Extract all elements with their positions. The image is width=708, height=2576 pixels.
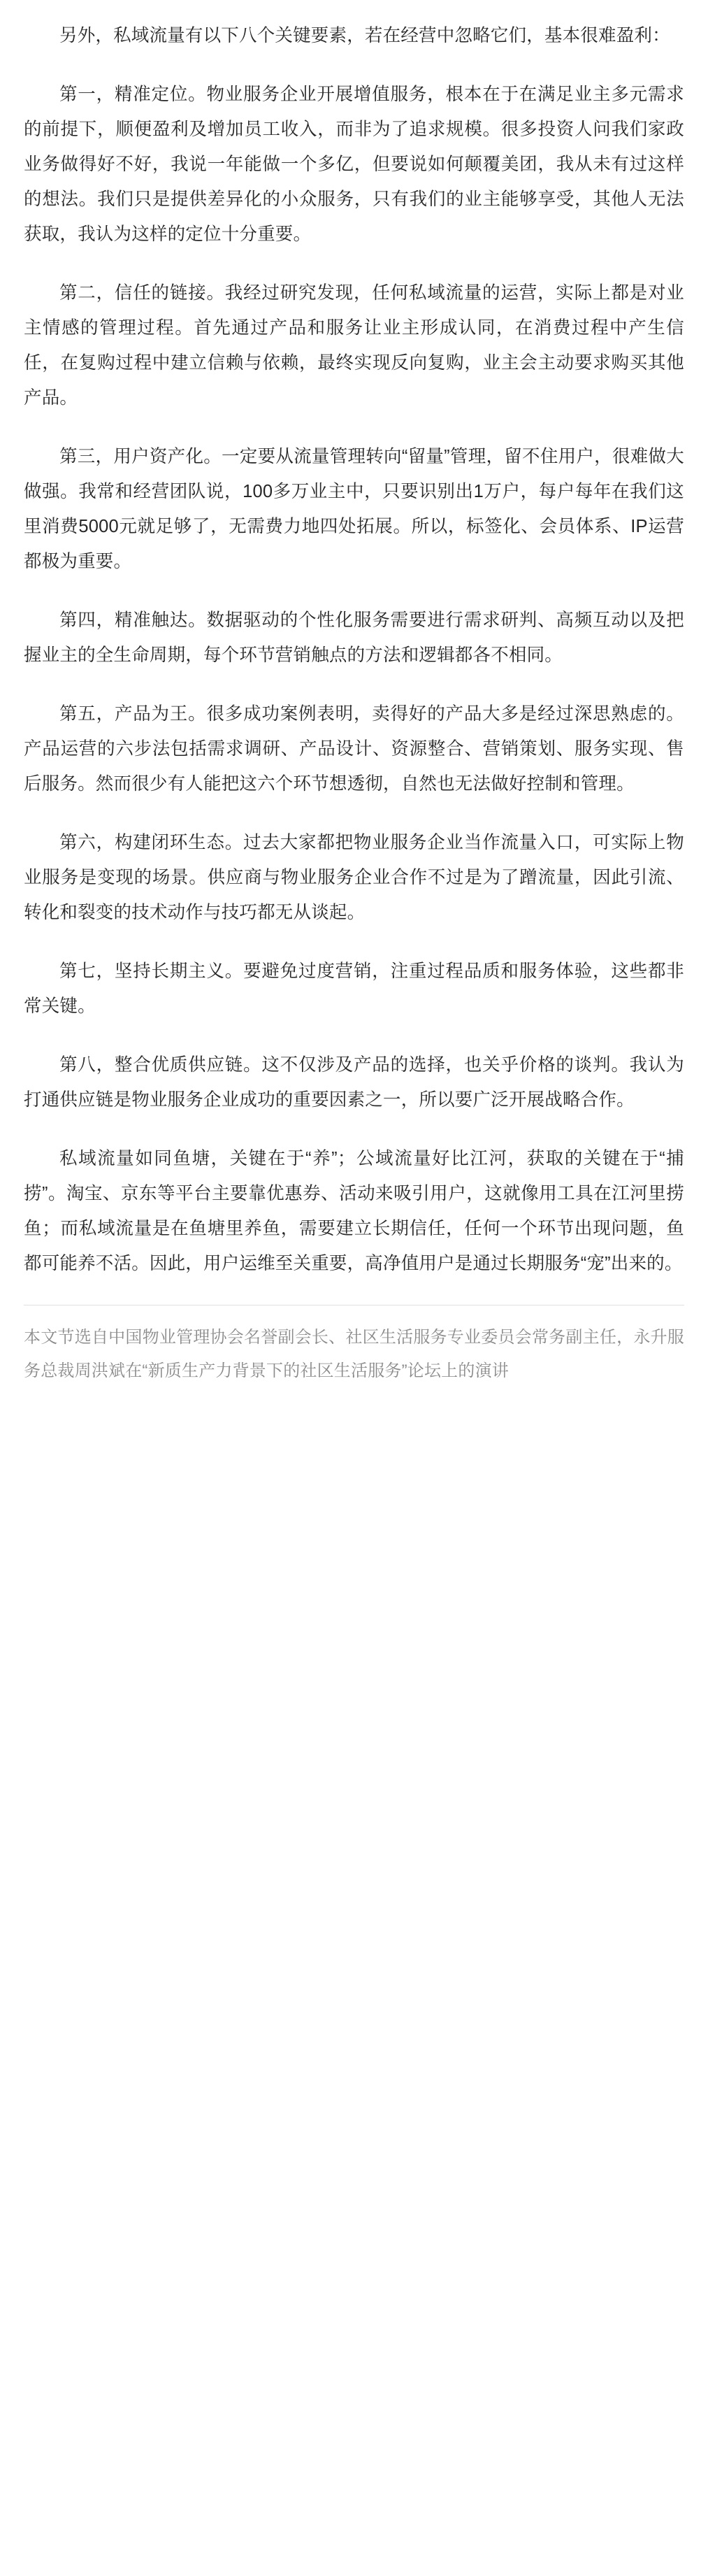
paragraph-point-1: 第一，精准定位。物业服务企业开展增值服务，根本在于在满足业主多元需求的前提下，顺便盈利及增加员工收入，而非为了追求规模。很多投资人问我们家政业务做得好不好，我说一年能做一个多亿，但要说如何颠覆美团，我从未有过这样的想法。我们只是提供差异化的小众服务，只有我们的业主能够享受，其他人无法获取，我认为这样的定位十分重要。: [24, 85, 684, 244]
paragraph-point-7: 第七，坚持长期主义。要避免过度营销，注重过程品质和服务体验，这些都非常关键。: [24, 961, 684, 1016]
paragraph-point-3: 第三，用户资产化。一定要从流量管理转向“留量”管理，留不住用户，很难做大做强。我常和经营团队说，100多万业主中，只要识别出1万户，每户每年在我们这里消费5000元就足够了，无需费力地四处拓展。所以，标签化、会员体系、IP运营都极为重要。: [24, 447, 684, 571]
paragraph-point-5: 第五，产品为王。很多成功案例表明，卖得好的产品大多是经过深思熟虑的。产品运营的六步法包括需求调研、产品设计、资源整合、营销策划、服务实现、售后服务。然而很少有人能把这六个环节想透彻，自然也无法做好控制和管理。: [24, 704, 684, 794]
source-note: 本文节选自中国物业管理协会名誉副会长、社区生活服务专业委员会常务副主任，永升服务总裁周洪斌在“新质生产力背景下的社区生活服务”论坛上的演讲: [24, 1328, 684, 1380]
paragraph-point-2: 第二，信任的链接。我经过研究发现，任何私域流量的运营，实际上都是对业主情感的管理过程。首先通过产品和服务让业主形成认同，在消费过程中产生信任，在复购过程中建立信赖与依赖，最终实现反向复购，业主会主动要求购买其他产品。: [24, 283, 684, 408]
paragraph-closing: 私域流量如同鱼塘，关键在于“养”；公域流量好比江河，获取的关键在于“捕捞”。淘宝、京东等平台主要靠优惠券、活动来吸引用户，这就像用工具在江河里捞鱼；而私域流量是在鱼塘里养鱼，需要建立长期信任，任何一个环节出现问题，鱼都可能养不活。因此，用户运维至关重要，高净值用户是通过长期服务“宠”出来的。: [24, 1149, 684, 1273]
paragraph-point-4: 第四，精准触达。数据驱动的个性化服务需要进行需求研判、高频互动以及把握业主的全生命周期，每个环节营销触点的方法和逻辑都各不相同。: [24, 610, 684, 665]
paragraph-intro: 另外，私域流量有以下八个关键要素，若在经营中忽略它们，基本很难盈利：: [59, 26, 670, 45]
paragraph-point-6: 第六，构建闭环生态。过去大家都把物业服务企业当作流量入口，可实际上物业服务是变现的场景。供应商与物业服务企业合作不过是为了蹭流量，因此引流、转化和裂变的技术动作与技巧都无从谈起。: [24, 833, 684, 922]
paragraph-point-8: 第八，整合优质供应链。这不仅涉及产品的选择，也关乎价格的谈判。我认为打通供应链是物业服务企业成功的重要因素之一，所以要广泛开展战略合作。: [24, 1055, 684, 1110]
